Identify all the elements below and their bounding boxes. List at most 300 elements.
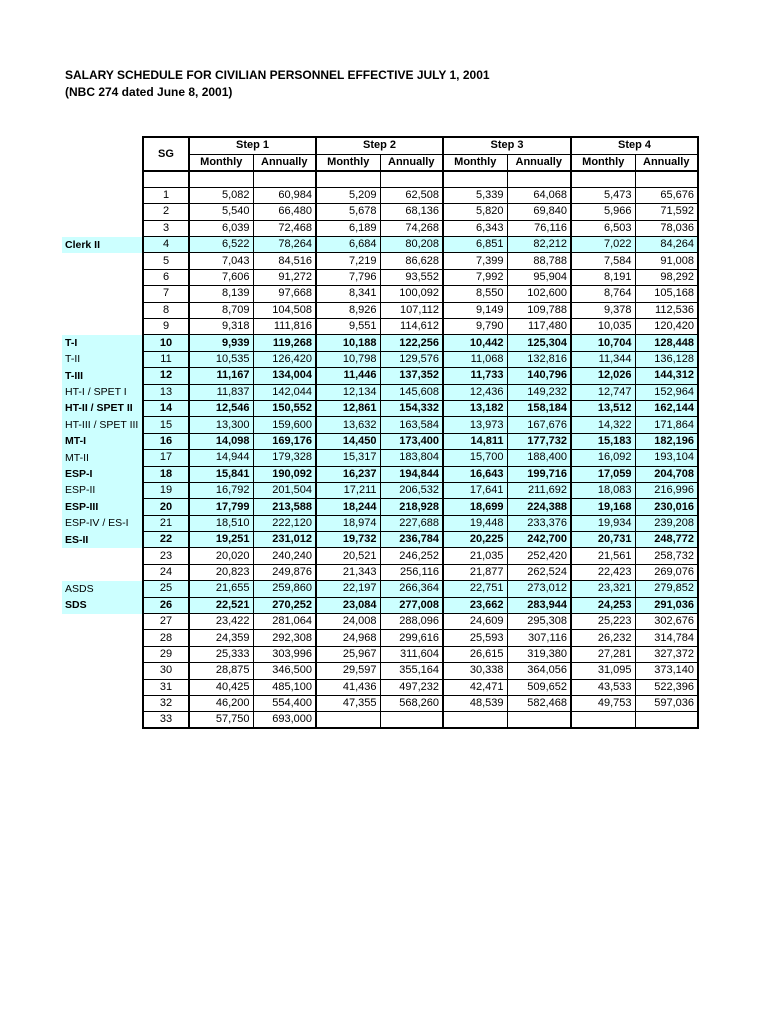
monthly-cell: 26,615 [443, 646, 507, 662]
sg-cell: 32 [143, 696, 189, 712]
sg-cell: 3 [143, 220, 189, 236]
header-step-2: Step 2 [316, 137, 443, 154]
monthly-cell: 13,182 [443, 400, 507, 416]
monthly-cell: 41,436 [316, 679, 380, 695]
annual-cell: 119,268 [253, 335, 316, 351]
header-sg: SG [143, 137, 189, 171]
monthly-cell: 24,359 [189, 630, 253, 646]
table-row [143, 269, 698, 285]
table-row [143, 630, 698, 646]
annual-cell: 288,096 [380, 614, 443, 630]
monthly-cell [443, 712, 507, 729]
monthly-cell: 14,944 [189, 450, 253, 466]
annual-cell: 224,388 [507, 499, 571, 515]
annual-cell: 522,396 [635, 679, 698, 695]
sg-cell: 5 [143, 253, 189, 269]
annual-cell: 91,008 [635, 253, 698, 269]
monthly-cell: 11,344 [571, 351, 635, 367]
monthly-cell: 10,035 [571, 319, 635, 335]
annual-cell: 292,308 [253, 630, 316, 646]
monthly-cell: 21,655 [189, 581, 253, 597]
sg-cell: 23 [143, 548, 189, 564]
annual-cell: 231,012 [253, 532, 316, 548]
annual-cell: 80,208 [380, 237, 443, 253]
monthly-cell: 10,704 [571, 335, 635, 351]
monthly-cell: 23,422 [189, 614, 253, 630]
monthly-cell: 13,973 [443, 417, 507, 433]
annual-cell: 64,068 [507, 187, 571, 203]
monthly-cell: 8,341 [316, 286, 380, 302]
monthly-cell: 57,750 [189, 712, 253, 729]
monthly-cell: 24,253 [571, 597, 635, 613]
monthly-cell: 23,321 [571, 581, 635, 597]
annual-cell: 283,944 [507, 597, 571, 613]
annual-cell: 179,328 [253, 450, 316, 466]
annual-cell: 117,480 [507, 319, 571, 335]
annual-cell: 206,532 [380, 482, 443, 498]
annual-cell: 509,652 [507, 679, 571, 695]
monthly-cell: 20,225 [443, 532, 507, 548]
salary-table-body [143, 171, 698, 728]
spacer-cell [443, 171, 507, 187]
monthly-cell: 18,510 [189, 515, 253, 531]
sg-cell: 9 [143, 319, 189, 335]
monthly-cell: 30,338 [443, 663, 507, 679]
annual-cell: 65,676 [635, 187, 698, 203]
annual-cell: 91,272 [253, 269, 316, 285]
annual-cell: 142,044 [253, 384, 316, 400]
annual-cell: 112,536 [635, 302, 698, 318]
annual-cell: 299,616 [380, 630, 443, 646]
monthly-cell: 47,355 [316, 696, 380, 712]
annual-cell: 169,176 [253, 433, 316, 449]
monthly-cell: 20,731 [571, 532, 635, 548]
monthly-cell: 25,593 [443, 630, 507, 646]
monthly-cell: 5,966 [571, 204, 635, 220]
sg-cell: 6 [143, 269, 189, 285]
annual-cell: 105,168 [635, 286, 698, 302]
annual-cell: 128,448 [635, 335, 698, 351]
annual-cell: 84,516 [253, 253, 316, 269]
header-step-4: Step 4 [571, 137, 698, 154]
monthly-cell: 19,934 [571, 515, 635, 531]
monthly-cell: 5,082 [189, 187, 253, 203]
sg-cell: 17 [143, 450, 189, 466]
monthly-cell: 15,841 [189, 466, 253, 482]
table-row [143, 466, 698, 482]
annual-cell: 364,056 [507, 663, 571, 679]
monthly-cell: 6,851 [443, 237, 507, 253]
monthly-cell: 14,098 [189, 433, 253, 449]
annual-cell: 159,600 [253, 417, 316, 433]
sg-cell: 4 [143, 237, 189, 253]
sg-cell: 1 [143, 187, 189, 203]
annual-cell: 140,796 [507, 368, 571, 384]
monthly-cell: 6,039 [189, 220, 253, 236]
position-label: T-I [62, 335, 142, 351]
monthly-cell: 9,149 [443, 302, 507, 318]
monthly-cell: 18,699 [443, 499, 507, 515]
spacer-cell [253, 171, 316, 187]
annual-cell: 158,184 [507, 400, 571, 416]
monthly-cell: 19,448 [443, 515, 507, 531]
table-row [143, 417, 698, 433]
spacer-cell [380, 171, 443, 187]
monthly-cell: 11,167 [189, 368, 253, 384]
monthly-cell: 7,796 [316, 269, 380, 285]
header-monthly: Monthly [189, 154, 253, 171]
monthly-cell: 12,747 [571, 384, 635, 400]
monthly-cell [571, 712, 635, 729]
monthly-cell: 9,318 [189, 319, 253, 335]
annual-cell: 69,840 [507, 204, 571, 220]
monthly-cell: 13,300 [189, 417, 253, 433]
sg-cell: 16 [143, 433, 189, 449]
annual-cell: 193,104 [635, 450, 698, 466]
table-row [143, 237, 698, 253]
annual-cell: 266,364 [380, 581, 443, 597]
annual-cell: 256,116 [380, 564, 443, 580]
monthly-cell: 25,223 [571, 614, 635, 630]
table-row [143, 433, 698, 449]
monthly-cell: 20,823 [189, 564, 253, 580]
table-row [143, 646, 698, 662]
sg-cell: 33 [143, 712, 189, 729]
monthly-cell: 6,503 [571, 220, 635, 236]
monthly-cell: 9,939 [189, 335, 253, 351]
sg-cell: 29 [143, 646, 189, 662]
table-row [143, 597, 698, 613]
table-row [143, 450, 698, 466]
spacer-cell [635, 171, 698, 187]
monthly-cell: 8,926 [316, 302, 380, 318]
annual-cell [507, 712, 571, 729]
annual-cell: 355,164 [380, 663, 443, 679]
monthly-cell: 19,168 [571, 499, 635, 515]
annual-cell: 88,788 [507, 253, 571, 269]
annual-cell: 249,876 [253, 564, 316, 580]
annual-cell: 188,400 [507, 450, 571, 466]
monthly-cell: 13,632 [316, 417, 380, 433]
monthly-cell: 21,877 [443, 564, 507, 580]
sg-cell: 2 [143, 204, 189, 220]
annual-cell: 154,332 [380, 400, 443, 416]
monthly-cell: 10,535 [189, 351, 253, 367]
monthly-cell: 10,798 [316, 351, 380, 367]
monthly-cell: 16,237 [316, 466, 380, 482]
monthly-cell: 9,790 [443, 319, 507, 335]
annual-cell: 291,036 [635, 597, 698, 613]
table-row [143, 319, 698, 335]
sg-cell: 15 [143, 417, 189, 433]
table-row [143, 515, 698, 531]
annual-cell: 93,552 [380, 269, 443, 285]
annual-cell: 279,852 [635, 581, 698, 597]
document-title: SALARY SCHEDULE FOR CIVILIAN PERSONNEL EFFECTIVE JULY 1, 2001 [65, 68, 490, 82]
annual-cell: 183,804 [380, 450, 443, 466]
annual-cell: 162,144 [635, 400, 698, 416]
monthly-cell: 21,035 [443, 548, 507, 564]
annual-cell: 213,588 [253, 499, 316, 515]
annual-cell: 597,036 [635, 696, 698, 712]
monthly-cell [316, 712, 380, 729]
monthly-cell: 23,084 [316, 597, 380, 613]
sg-cell: 10 [143, 335, 189, 351]
annual-cell: 134,004 [253, 368, 316, 384]
monthly-cell: 11,446 [316, 368, 380, 384]
annual-cell: 145,608 [380, 384, 443, 400]
monthly-cell: 27,281 [571, 646, 635, 662]
monthly-cell: 24,609 [443, 614, 507, 630]
annual-cell: 693,000 [253, 712, 316, 729]
monthly-cell: 43,533 [571, 679, 635, 695]
table-row [143, 696, 698, 712]
annual-cell: 62,508 [380, 187, 443, 203]
monthly-cell: 13,512 [571, 400, 635, 416]
monthly-cell: 5,820 [443, 204, 507, 220]
sg-cell: 28 [143, 630, 189, 646]
annual-cell: 311,604 [380, 646, 443, 662]
sg-cell: 25 [143, 581, 189, 597]
annual-cell: 71,592 [635, 204, 698, 220]
annual-cell: 346,500 [253, 663, 316, 679]
monthly-cell: 15,183 [571, 433, 635, 449]
monthly-cell: 11,733 [443, 368, 507, 384]
monthly-cell: 22,751 [443, 581, 507, 597]
position-label: SDS [62, 597, 142, 613]
sg-cell: 13 [143, 384, 189, 400]
annual-cell: 568,260 [380, 696, 443, 712]
spacer-cell [507, 171, 571, 187]
annual-cell: 252,420 [507, 548, 571, 564]
annual-cell: 125,304 [507, 335, 571, 351]
annual-cell: 319,380 [507, 646, 571, 662]
monthly-cell: 18,083 [571, 482, 635, 498]
sg-cell: 24 [143, 564, 189, 580]
table-row [143, 187, 698, 203]
annual-cell: 485,100 [253, 679, 316, 695]
sg-cell: 31 [143, 679, 189, 695]
monthly-cell: 26,232 [571, 630, 635, 646]
table-row [143, 286, 698, 302]
sg-cell: 18 [143, 466, 189, 482]
position-label: HT-I / SPET I [62, 384, 142, 400]
header-annually: Annually [380, 154, 443, 171]
annual-cell: 97,668 [253, 286, 316, 302]
document-subtitle: (NBC 274 dated June 8, 2001) [65, 85, 233, 99]
annual-cell: 327,372 [635, 646, 698, 662]
monthly-cell: 40,425 [189, 679, 253, 695]
annual-cell: 295,308 [507, 614, 571, 630]
position-label: ASDS [62, 581, 142, 597]
spacer-cell [316, 171, 380, 187]
table-row [143, 614, 698, 630]
monthly-cell: 9,378 [571, 302, 635, 318]
monthly-cell: 6,522 [189, 237, 253, 253]
monthly-cell: 12,134 [316, 384, 380, 400]
annual-cell: 104,508 [253, 302, 316, 318]
position-label: HT-II / SPET II [62, 400, 142, 416]
annual-cell: 230,016 [635, 499, 698, 515]
monthly-cell: 48,539 [443, 696, 507, 712]
header-step-1: Step 1 [189, 137, 316, 154]
monthly-cell: 12,546 [189, 400, 253, 416]
annual-cell: 152,964 [635, 384, 698, 400]
annual-cell: 76,116 [507, 220, 571, 236]
monthly-cell: 7,584 [571, 253, 635, 269]
header-annually: Annually [253, 154, 316, 171]
monthly-cell: 8,550 [443, 286, 507, 302]
monthly-cell: 5,540 [189, 204, 253, 220]
monthly-cell: 16,092 [571, 450, 635, 466]
monthly-cell: 11,837 [189, 384, 253, 400]
monthly-cell: 8,764 [571, 286, 635, 302]
annual-cell: 218,928 [380, 499, 443, 515]
annual-cell: 74,268 [380, 220, 443, 236]
annual-cell: 72,468 [253, 220, 316, 236]
annual-cell: 194,844 [380, 466, 443, 482]
header-monthly: Monthly [316, 154, 380, 171]
position-label: HT-III / SPET III [62, 417, 142, 433]
position-label: ESP-IV / ES-I [62, 515, 142, 531]
annual-cell: 136,128 [635, 351, 698, 367]
annual-cell: 122,256 [380, 335, 443, 351]
monthly-cell: 23,662 [443, 597, 507, 613]
sg-cell: 14 [143, 400, 189, 416]
monthly-cell: 16,643 [443, 466, 507, 482]
monthly-cell: 22,521 [189, 597, 253, 613]
annual-cell: 78,264 [253, 237, 316, 253]
monthly-cell: 9,551 [316, 319, 380, 335]
monthly-cell: 18,974 [316, 515, 380, 531]
annual-cell: 277,008 [380, 597, 443, 613]
annual-cell: 246,252 [380, 548, 443, 564]
table-row [143, 712, 698, 729]
sg-cell: 12 [143, 368, 189, 384]
table-row [143, 400, 698, 416]
table-row [143, 532, 698, 548]
sg-cell: 30 [143, 663, 189, 679]
annual-cell: 78,036 [635, 220, 698, 236]
annual-cell [380, 712, 443, 729]
annual-cell: 302,676 [635, 614, 698, 630]
monthly-cell: 8,191 [571, 269, 635, 285]
annual-cell: 68,136 [380, 204, 443, 220]
monthly-cell: 6,343 [443, 220, 507, 236]
table-row [143, 482, 698, 498]
monthly-cell: 25,333 [189, 646, 253, 662]
annual-cell: 497,232 [380, 679, 443, 695]
monthly-cell: 14,811 [443, 433, 507, 449]
monthly-cell: 17,641 [443, 482, 507, 498]
monthly-cell: 49,753 [571, 696, 635, 712]
annual-cell: 373,140 [635, 663, 698, 679]
position-label: ESP-III [62, 499, 142, 515]
table-row [143, 581, 698, 597]
monthly-cell: 6,684 [316, 237, 380, 253]
annual-cell: 82,212 [507, 237, 571, 253]
annual-cell: 269,076 [635, 564, 698, 580]
table-row [143, 220, 698, 236]
sg-cell: 22 [143, 532, 189, 548]
monthly-cell: 11,068 [443, 351, 507, 367]
table-row [143, 499, 698, 515]
annual-cell: 582,468 [507, 696, 571, 712]
annual-cell: 137,352 [380, 368, 443, 384]
monthly-cell: 16,792 [189, 482, 253, 498]
annual-cell: 222,120 [253, 515, 316, 531]
monthly-cell: 24,008 [316, 614, 380, 630]
annual-cell: 270,252 [253, 597, 316, 613]
header-step-3: Step 3 [443, 137, 571, 154]
position-label: T-III [62, 368, 142, 384]
monthly-cell: 10,442 [443, 335, 507, 351]
annual-cell: 177,732 [507, 433, 571, 449]
monthly-cell: 7,992 [443, 269, 507, 285]
table-row [143, 663, 698, 679]
monthly-cell: 8,139 [189, 286, 253, 302]
monthly-cell: 12,436 [443, 384, 507, 400]
monthly-cell: 7,606 [189, 269, 253, 285]
annual-cell: 173,400 [380, 433, 443, 449]
annual-cell: 163,584 [380, 417, 443, 433]
sg-cell: 26 [143, 597, 189, 613]
annual-cell: 248,772 [635, 532, 698, 548]
monthly-cell: 20,020 [189, 548, 253, 564]
monthly-cell: 18,244 [316, 499, 380, 515]
monthly-cell: 22,423 [571, 564, 635, 580]
annual-cell: 86,628 [380, 253, 443, 269]
monthly-cell: 28,875 [189, 663, 253, 679]
monthly-cell: 15,700 [443, 450, 507, 466]
annual-cell: 84,264 [635, 237, 698, 253]
monthly-cell: 12,026 [571, 368, 635, 384]
annual-cell: 262,524 [507, 564, 571, 580]
position-label: ESP-I [62, 466, 142, 482]
annual-cell: 102,600 [507, 286, 571, 302]
annual-cell: 239,208 [635, 515, 698, 531]
monthly-cell: 8,709 [189, 302, 253, 318]
monthly-cell: 5,339 [443, 187, 507, 203]
monthly-cell: 19,732 [316, 532, 380, 548]
sg-cell: 8 [143, 302, 189, 318]
table-row [143, 204, 698, 220]
monthly-cell: 6,189 [316, 220, 380, 236]
annual-cell: 182,196 [635, 433, 698, 449]
monthly-cell: 17,059 [571, 466, 635, 482]
annual-cell: 109,788 [507, 302, 571, 318]
annual-cell: 190,092 [253, 466, 316, 482]
sg-cell: 19 [143, 482, 189, 498]
header-annually: Annually [507, 154, 571, 171]
annual-cell: 60,984 [253, 187, 316, 203]
salary-table [142, 136, 699, 729]
sg-cell: 11 [143, 351, 189, 367]
annual-cell: 129,576 [380, 351, 443, 367]
table-row [143, 564, 698, 580]
table-row [143, 335, 698, 351]
position-label: MT-I [62, 433, 142, 449]
annual-cell: 149,232 [507, 384, 571, 400]
header-monthly: Monthly [571, 154, 635, 171]
position-label: T-II [62, 351, 142, 367]
monthly-cell: 7,219 [316, 253, 380, 269]
monthly-cell: 7,043 [189, 253, 253, 269]
monthly-cell: 5,678 [316, 204, 380, 220]
sg-cell: 21 [143, 515, 189, 531]
header-monthly: Monthly [443, 154, 507, 171]
annual-cell: 554,400 [253, 696, 316, 712]
